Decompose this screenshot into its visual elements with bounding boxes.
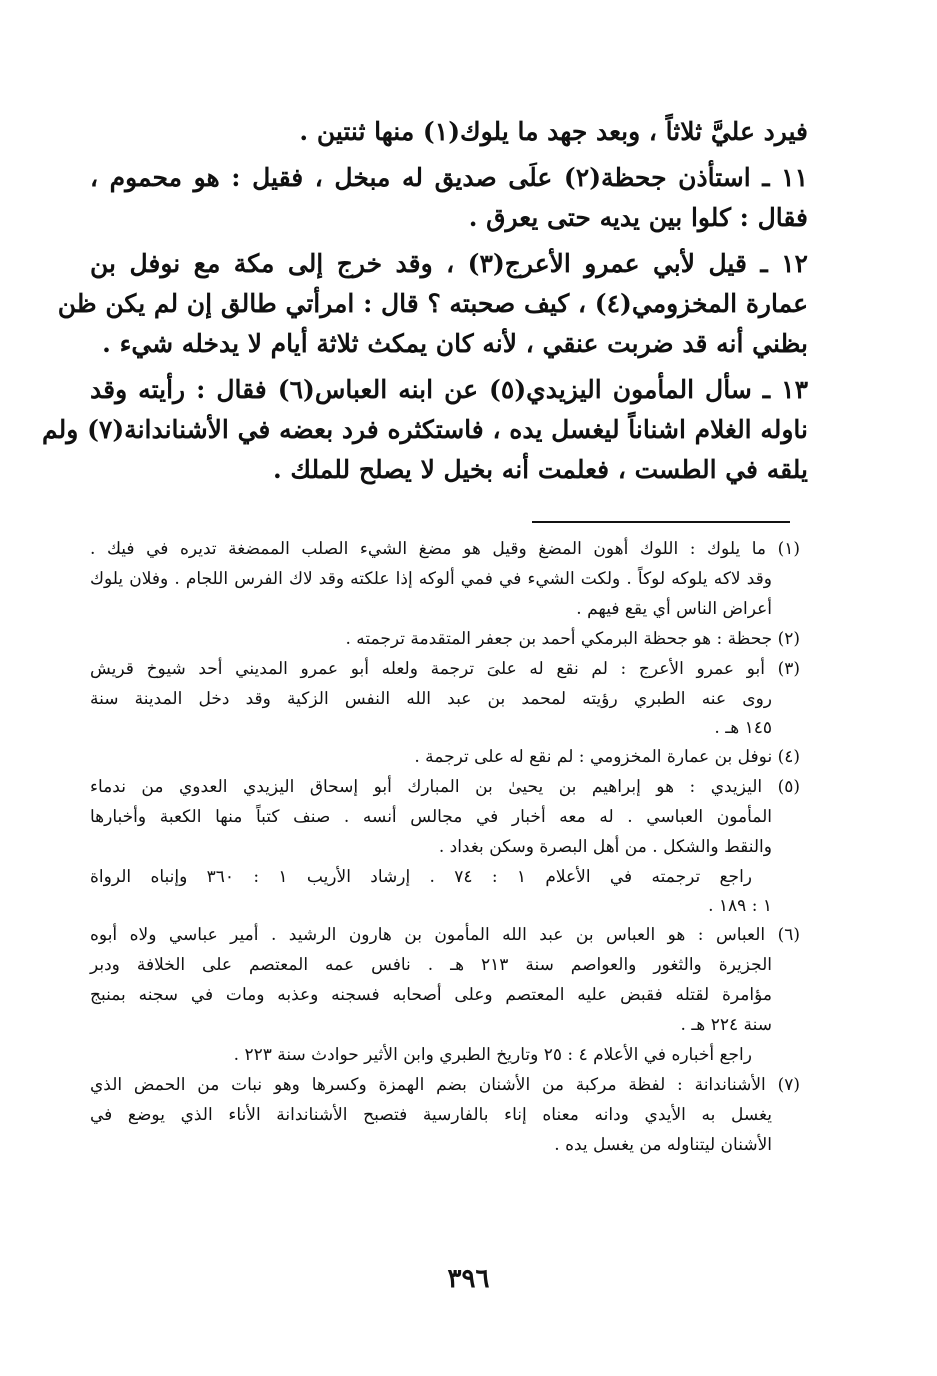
footnote-line: راجع أخباره في الأعلام ٤ : ٢٥ وتاريخ الطبري وابن الأثير حوادث سنة ٢٢٣ . <box>233 1045 752 1065</box>
main-line: ناوله الغلام اشناناً ليغسل يده ، فاستكثره فرد بعضه في الأشناندانة(٧) ولم <box>42 415 808 444</box>
footnote-line: سنة ٢٢٤ هـ . <box>680 1015 772 1035</box>
footnote-line: (٧) الأشناندانة : لفظة مركبة من الأشنان بضم الهمزة وكسرها وهو نبات من الحمض الذي <box>90 1075 800 1095</box>
footnote-line: (٢) جحظة : هو جحظة البرمكي أحمد بن جعفر المتقدمة ترجمته . <box>345 629 800 649</box>
footnote-line: ١ : ١٨٩ . <box>708 896 772 916</box>
footnote-line: المأمون العباسي . له معه أخبار في مجالس أنسه . صنف كتباً منها الكعبة وأخبارها <box>90 807 772 827</box>
footnote-line: الجزيرة والثغور والعواصم سنة ٢١٣ هـ . نافس عمه المعتصم على الخلافة ودبر <box>90 955 772 975</box>
main-line: ١٢ ـ قيل لأبي عمرو الأعرج(٣) ، وقد خرج إلى مكة مع نوفل بن <box>90 249 808 278</box>
main-line: يلقه في الطست ، فعلمت أنه بخيل لا يصلح للملك . <box>273 455 808 484</box>
footnotes <box>90 534 800 1160</box>
footnote-line: (٥) اليزيدي : هو إبراهيم بن يحيىٰ بن المبارك أبو إسحاق اليزيدي العدوي من ندماء <box>90 777 800 797</box>
main-line: فقال : كلوا بين يديه حتى يعرق . <box>468 203 808 232</box>
footnote-line: أعراض الناس أي يقع فيهم . <box>576 599 772 619</box>
footnote-line: يغسل به الأيدي ودانه معناه إناء بالفارسية فتصبح الأشناندانة الأناء الذي يوضع في <box>90 1105 772 1125</box>
footnote-line: (١) ما يلوك : اللوك أهون المضغ وقيل هو مضغ الشيء الصلب الممضغة تديره في فيك . <box>90 539 800 559</box>
footnote-separator <box>532 521 790 523</box>
footnote-line: (٣) أبو عمرو الأعرج : لم نقع له علىَ ترجمة ولعله أبو عمرو المديني أحد شيوخ قريش <box>90 659 800 679</box>
page-number: ٣٩٦ <box>447 1264 490 1294</box>
footnote-line: والنقط والشكل . من أهل البصرة وسكن بغداد . <box>438 837 772 857</box>
footnote-line: وقد لاكه يلوكه لوكاً . ولكت الشيء في فمي ألوكه إذا علكته وقد لاك الفرس اللجام . وفلان يلوك <box>90 569 772 589</box>
footnote-line: ١٤٥ هـ . <box>714 718 772 738</box>
footnote-line: روى عنه الطبري رؤيته لمحمد بن عبد الله النفس الزكية وقد دخل المدينة سنة <box>90 689 772 709</box>
footnote-line: (٦) العباس : هو العباس بن عبد الله المأمون بن هارون الرشيد . أمير عباسي ولاه أبوه <box>90 925 800 945</box>
footnote-line: مؤامرة لقتله فقبض عليه المعتصم وعلى أصحابه فسجنه وعذبه ومات في سجنه بمنبج <box>90 985 772 1005</box>
main-line: عمارة المخزومي(٤) ، كيف صحبته ؟ قال : امرأتي طالق إن لم يكن ظن <box>57 289 808 318</box>
main-line: فيرد عليَّ ثلاثاً ، وبعد جهد ما يلوك(١) منها ثنتين . <box>299 117 808 146</box>
main-line: ١١ ـ استأذن جحظة(٢) علَى صديق له مبخل ، فقيل : هو محموم ، <box>90 163 808 192</box>
main-line: بظني أنه قد ضربت عنقي ، لأنه كان يمكث ثلاثة أيام لا يدخله شيء . <box>102 329 808 358</box>
footnote-line: الأشنان ليتناوله من يغسل يده . <box>554 1135 772 1155</box>
footnote-line: راجع ترجمته في الأعلام ١ : ٧٤ . إرشاد الأريب ١ : ٣٦٠ وإنباه الرواة <box>90 867 753 887</box>
footnote-line: (٤) نوفل بن عمارة المخزومي : لم نقع له على ترجمة . <box>414 747 800 767</box>
main-text <box>42 112 808 490</box>
main-line: ١٣ ـ سأل المأمون اليزيدي(٥) عن ابنه العباس(٦) فقال : رأيته وقد <box>90 375 808 404</box>
